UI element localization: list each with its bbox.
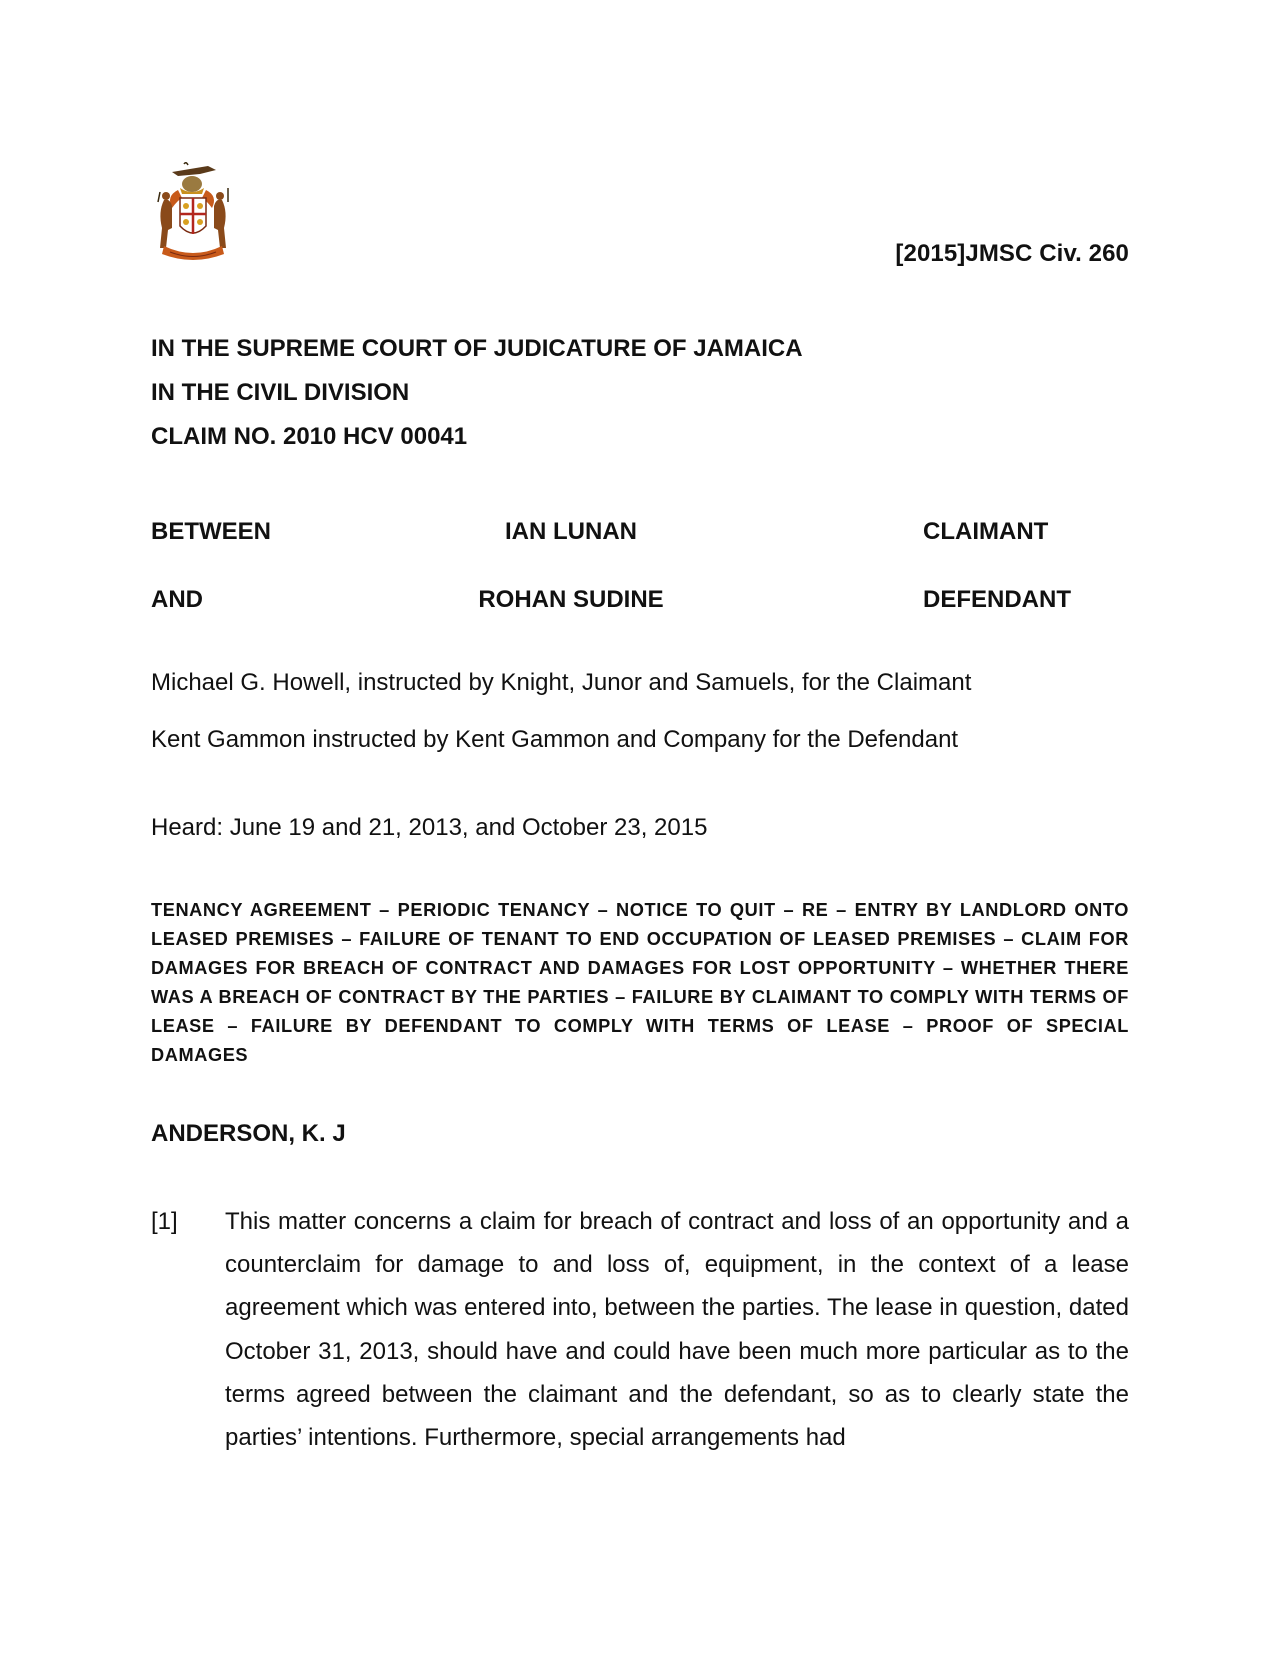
judge-name: ANDERSON, K. J	[151, 1120, 346, 1147]
party-name: ROHAN SUDINE	[478, 586, 664, 613]
catchwords: TENANCY AGREEMENT – PERIODIC TENANCY – NOTICE TO QUIT – RE – ENTRY BY LANDLORD ONTO LEASED PREMISES – FAILURE OF TENANT TO END OCCUPATION OF LEASED PREMISES – CLAIM FOR DAMAGES FOR BREACH OF CONTRACT AND DAMAGES FOR LOST OPPORTUNITY – WHETHER THERE WAS A BREACH OF CONTRACT BY THE PARTIES – FAILURE BY CLAIMANT TO COMPLY WITH TERMS OF LEASE – FAILURE BY DEFENDANT TO COMPLY WITH TERMS OF LEASE – PROOF OF SPECIAL DAMAGES	[151, 900, 1129, 1065]
coat-of-arms-icon	[150, 162, 236, 266]
case-citation: [2015]JMSC Civ. 260	[895, 240, 1129, 267]
paragraph-number: [1]	[151, 1208, 178, 1235]
hearing-dates: Heard: June 19 and 21, 2013, and October 23, 2015	[151, 814, 708, 841]
party-connector: BETWEEN	[151, 518, 271, 545]
counsel-block	[151, 668, 971, 782]
party-connector: AND	[151, 586, 203, 613]
party-role: DEFENDANT	[923, 586, 1071, 613]
court-heading	[151, 334, 803, 466]
court-name: IN THE SUPREME COURT OF JUDICATURE OF JAMAICA	[151, 335, 803, 362]
paragraph-text: This matter concerns a claim for breach of contract and loss of an opportunity and a counterclaim for damage to and loss of, equipment, in the context of a lease agreement which was entered into, between the parties. The lease in question, dated October 31, 2013, should have and could have been much more particular as to the terms agreed between the claimant and the defendant, so as to clearly state the parties’ intentions. Furthermore, special arrangements had	[225, 1208, 1129, 1452]
party-row-defendant	[151, 586, 1129, 654]
parties-block	[151, 518, 1129, 654]
claim-number: CLAIM NO. 2010 HCV 00041	[151, 423, 468, 450]
party-row-claimant	[151, 518, 1129, 586]
counsel-defendant: Kent Gammon instructed by Kent Gammon and Company for the Defendant	[151, 726, 959, 753]
counsel-claimant: Michael G. Howell, instructed by Knight, Junor and Samuels, for the Claimant	[151, 669, 972, 696]
party-name: IAN LUNAN	[505, 518, 637, 545]
division-name: IN THE CIVIL DIVISION	[151, 379, 410, 406]
party-role: CLAIMANT	[923, 518, 1049, 545]
